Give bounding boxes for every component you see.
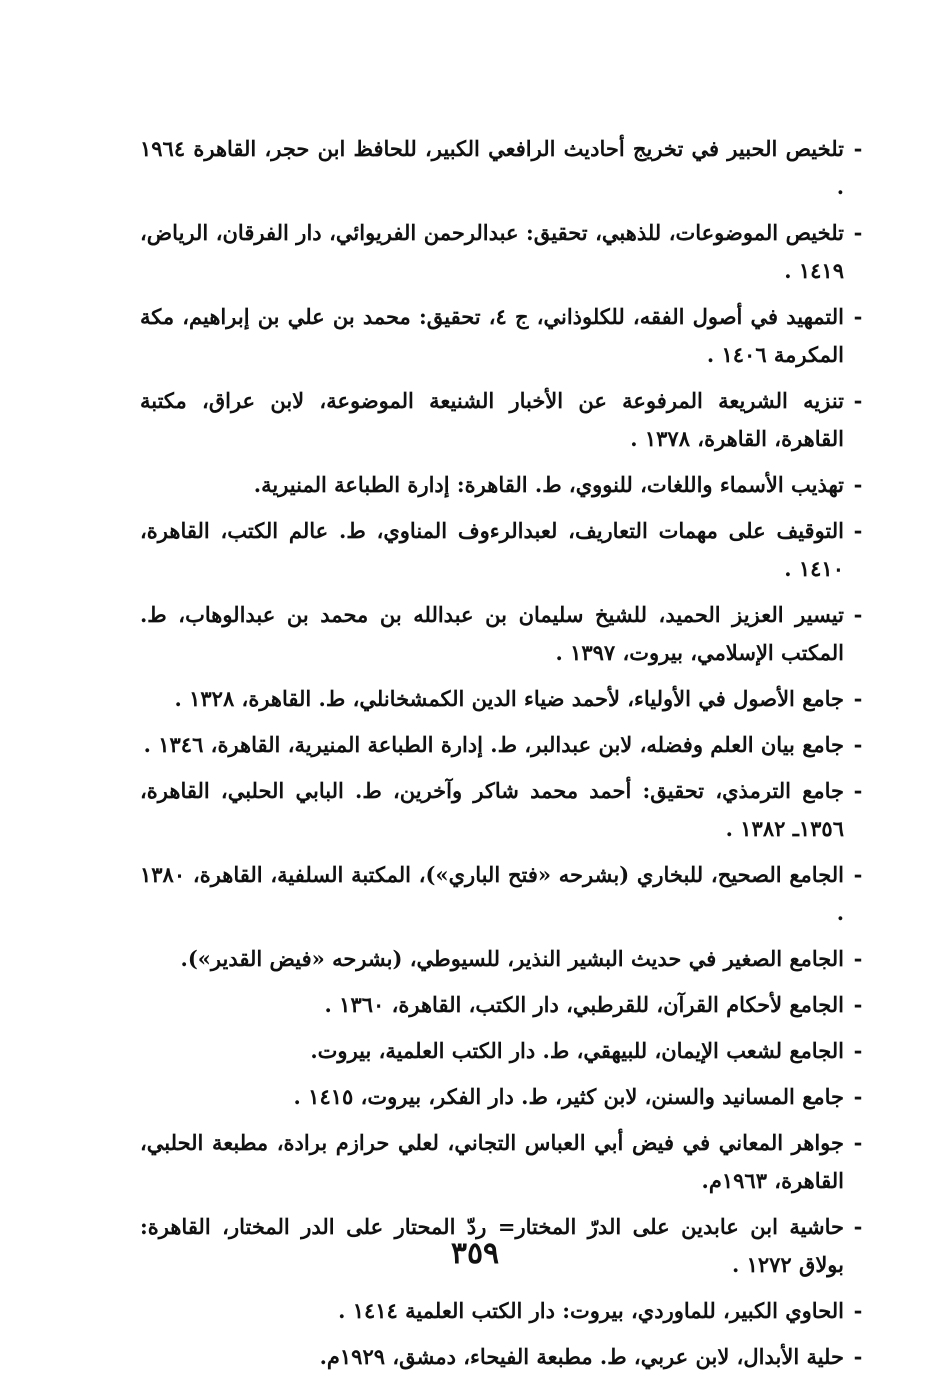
entry-dash: - xyxy=(853,1298,863,1323)
entry-text: جامع بيان العلم وفضله، لابن عبدالبر، ط. إدارة الطباعة المنيرية، القاهرة، ١٣٤٦ . xyxy=(143,732,844,757)
entry-dash: - xyxy=(853,1214,863,1239)
bibliography-entry xyxy=(140,1292,868,1330)
bibliography-entry xyxy=(140,382,868,458)
bibliography-list xyxy=(140,130,868,1384)
bibliography-entry xyxy=(140,130,868,206)
entry-text: التمهيد في أصول الفقه، للكلوذاني، ج ٤، تحقيق: محمد بن علي بن إبراهيم، مكة المكرمة ١٤٠٦ . xyxy=(140,304,844,367)
entry-dash: - xyxy=(853,1344,863,1369)
entry-text: جامع الأصول في الأولياء، لأحمد ضياء الدين الكمشخانلي، ط. القاهرة، ١٣٢٨ . xyxy=(174,686,844,711)
entry-text: الجامع الصحيح، للبخاري (بشرحه «فتح الباري»)، المكتبة السلفية، القاهرة، ١٣٨٠ . xyxy=(140,862,844,925)
entry-text: تهذيب الأسماء واللغات، للنووي، ط. القاهرة: إدارة الطباعة المنيرية. xyxy=(253,472,844,497)
bibliography-entry xyxy=(140,596,868,672)
entry-dash: - xyxy=(853,946,863,971)
entry-dash: - xyxy=(853,602,863,627)
entry-text: الجامع لشعب الإيمان، للبيهقي، ط. دار الكتب العلمية، بيروت. xyxy=(310,1038,844,1063)
entry-dash: - xyxy=(853,732,863,757)
bibliography-entry xyxy=(140,1124,868,1200)
entry-dash: - xyxy=(853,220,863,245)
bibliography-entry xyxy=(140,1338,868,1376)
bibliography-entry xyxy=(140,986,868,1024)
entry-dash: - xyxy=(853,992,863,1017)
bibliography-entry xyxy=(140,680,868,718)
entry-dash: - xyxy=(853,1038,863,1063)
entry-text: حاشية ابن عابدين على الدرّ المختار= ردّ المحتار على الدر المختار، القاهرة: بولاق ١٢٧٢ . xyxy=(140,1214,844,1277)
bibliography-entry xyxy=(140,512,868,588)
page-number: ٣٥٩ xyxy=(450,1236,500,1271)
bibliography-entry xyxy=(140,772,868,848)
entry-dash: - xyxy=(853,304,863,329)
entry-text: الجامع الصغير في حديث البشير النذير، للسيوطي، (بشرحه «فيض القدير»). xyxy=(180,946,844,971)
bibliography-entry xyxy=(140,1078,868,1116)
entry-text: جامع المسانيد والسنن، لابن كثير، ط. دار الفكر، بيروت، ١٤١٥ . xyxy=(293,1084,844,1109)
entry-text: تلخيص الموضوعات، للذهبي، تحقيق: عبدالرحمن الفريوائي، دار الفرقان، الرياض، ١٤١٩ . xyxy=(140,220,844,283)
entry-text: تيسير العزيز الحميد، للشيخ سليمان بن عبدالله بن محمد بن عبدالوهاب، ط. المكتب الإسلامي، بيروت، ١٣٩٧ . xyxy=(140,602,844,665)
bibliography-entry xyxy=(140,940,868,978)
entry-dash: - xyxy=(853,1084,863,1109)
bibliography-entry xyxy=(140,298,868,374)
bibliography-entry xyxy=(140,726,868,764)
bibliography-entry xyxy=(140,466,868,504)
entry-text: الحاوي الكبير، للماوردي، بيروت: دار الكتب العلمية ١٤١٤ . xyxy=(338,1298,844,1323)
bibliography-entry xyxy=(140,214,868,290)
entry-dash: - xyxy=(853,1130,863,1155)
entry-dash: - xyxy=(853,388,863,413)
entry-text: جواهر المعاني في فيض أبي العباس التجاني، لعلي حرازم برادة، مطبعة الحلبي، القاهرة، ١٩٦٣م. xyxy=(140,1130,844,1193)
entry-dash: - xyxy=(853,778,863,803)
entry-text: التوقيف على مهمات التعاريف، لعبدالرءوف المناوي، ط. عالم الكتب، القاهرة، ١٤١٠ . xyxy=(140,518,844,581)
entry-dash: - xyxy=(853,862,863,887)
entry-text: جامع الترمذي، تحقيق: أحمد محمد شاكر وآخرين، ط. البابي الحلبي، القاهرة، ١٣٥٦ـ ١٣٨٢ . xyxy=(140,778,844,841)
entry-dash: - xyxy=(853,518,863,543)
entry-dash: - xyxy=(853,686,863,711)
entry-text: تلخيص الحبير في تخريج أحاديث الرافعي الكبير، للحافظ ابن حجر، القاهرة ١٩٦٤ . xyxy=(140,136,844,199)
bibliography-entry xyxy=(140,856,868,932)
entry-text: الجامع لأحكام القرآن، للقرطبي، دار الكتب، القاهرة، ١٣٦٠ . xyxy=(324,992,844,1017)
entry-text: حلية الأبدال، لابن عربي، ط. مطبعة الفيحاء، دمشق، ١٩٢٩م. xyxy=(319,1344,844,1369)
bibliography-entry xyxy=(140,1032,868,1070)
entry-dash: - xyxy=(853,472,863,497)
entry-dash: - xyxy=(853,136,863,161)
entry-text: تنزيه الشريعة المرفوعة عن الأخبار الشنيعة الموضوعة، لابن عراق، مكتبة القاهرة، القاهرة، ١٣٧٨ . xyxy=(140,388,844,451)
